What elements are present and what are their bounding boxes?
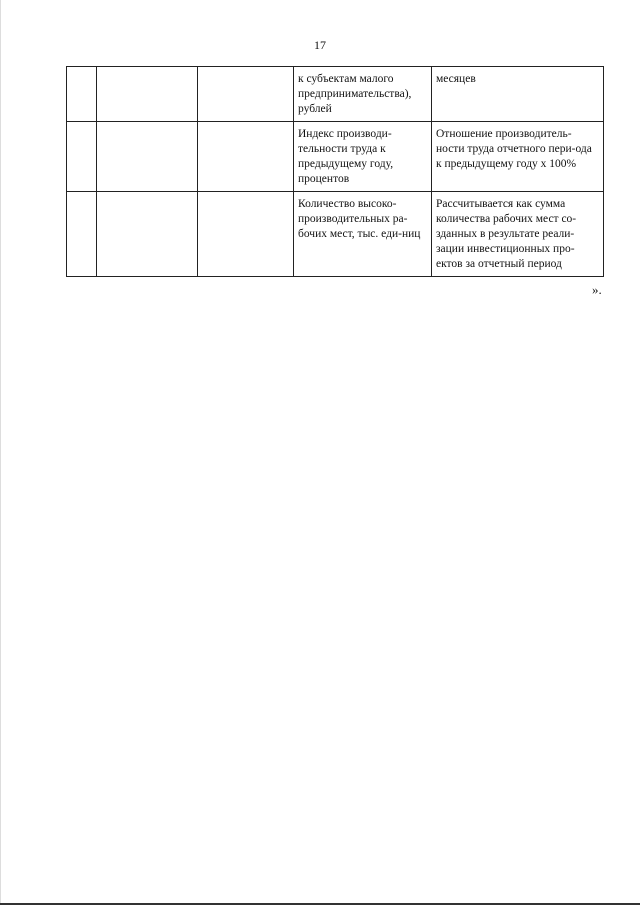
indicator-table <box>66 66 604 277</box>
table-cell-goal <box>198 192 294 277</box>
table-row <box>67 67 604 122</box>
table-cell-number <box>67 67 97 122</box>
table-cell-indicator: Количество высоко-производительных ра-бочих мест, тыс. еди-ниц <box>294 192 432 277</box>
scan-edge-line <box>0 0 1 905</box>
table-cell-method: месяцев <box>432 67 604 122</box>
closing-quote-mark: ». <box>592 282 602 297</box>
table-cell-goal <box>198 67 294 122</box>
table-cell-number <box>67 192 97 277</box>
table-cell-program <box>97 122 198 192</box>
table-cell-goal <box>198 122 294 192</box>
table-cell-indicator: Индекс производи-тельности труда к предыдущему году, процентов <box>294 122 432 192</box>
table-row <box>67 122 604 192</box>
table-cell-program <box>97 67 198 122</box>
table-cell-program <box>97 192 198 277</box>
page-number: 17 <box>314 38 326 52</box>
table-cell-indicator: к субъектам малого предпринимательства), рублей <box>294 67 432 122</box>
table-cell-method: Рассчитывается как сумма количества рабочих мест со-зданных в результате реали-зации инвестиционных про-ектов за отчетный период <box>432 192 604 277</box>
table-cell-method: Отношение производитель-ности труда отчетного пери-ода к предыдущему году х 100% <box>432 122 604 192</box>
table-cell-number <box>67 122 97 192</box>
table-row <box>67 192 604 277</box>
